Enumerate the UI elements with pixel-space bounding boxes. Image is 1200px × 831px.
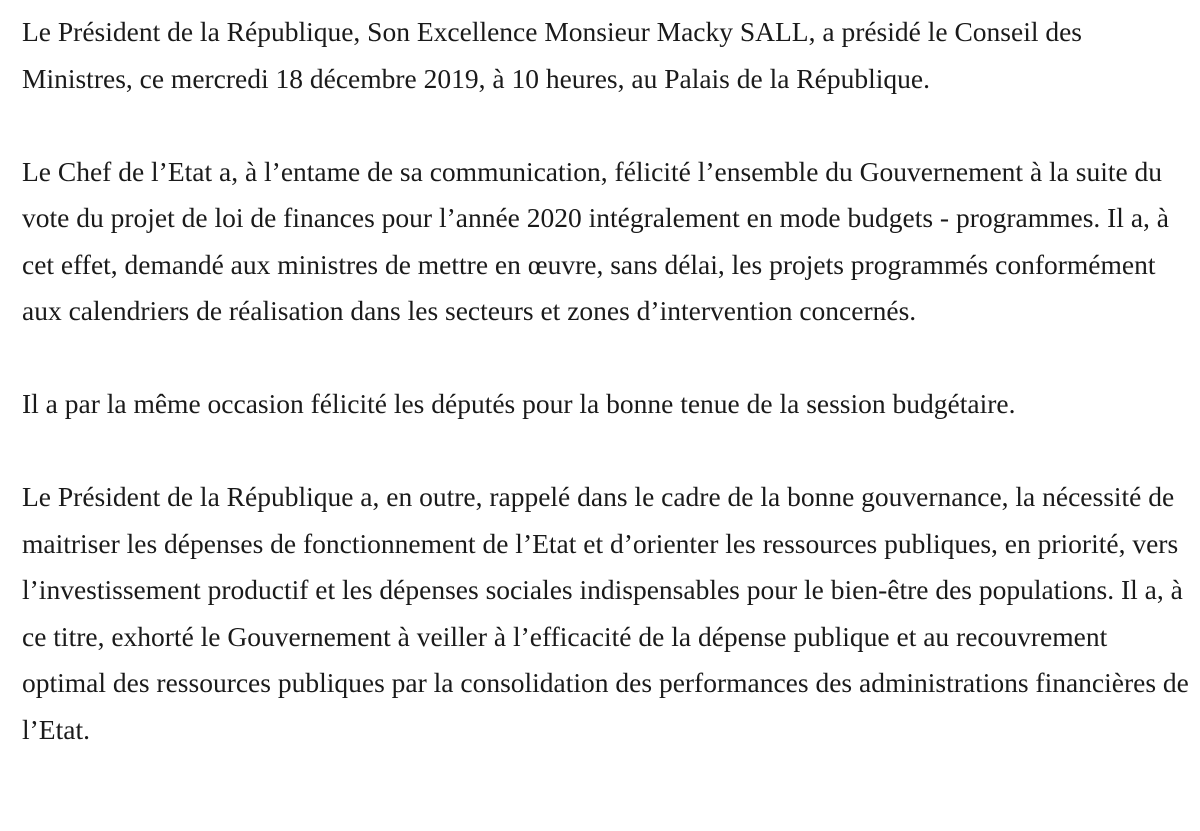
paragraph-loi-de-finances: Le Chef de l’Etat a, à l’entame de sa communication, félicité l’ensemble du Gouvernement à la suite du vote du projet de loi de finances pour l’année 2020 intégralement en mode budgets - programmes. Il a, à cet effet, demandé aux ministres de mettre en œuvre, sans délai, les projets programmés conformément aux calendriers de réalisation dans les secteurs et zones d’intervention concernés. (22, 155, 1169, 326)
paragraph-conseil-des-ministres: Le Président de la République, Son Excellence Monsieur Macky SALL, a présidé le Conseil des Ministres, ce mercredi 18 décembre 2019, à 10 heures, au Palais de la République. (22, 16, 1083, 94)
paragraph-bonne-gouvernance: Le Président de la République a, en outre, rappelé dans le cadre de la bonne gouvernance, la nécessité de maitriser les dépenses de fonctionnement de l’Etat et d’orienter les ressources publiques, en priorité, vers l’investissement productif et les dépenses sociales indispensables pour le bien-être des populations. Il a, à ce titre, exhorté le Gouvernement à veiller à l’efficacité de la dépense publique et au recouvrement optimal des ressources publiques par la consolidation des performances des administrations financières de l’Etat. (22, 481, 1189, 745)
paragraph-felicitations-deputes: Il a par la même occasion félicité les députés pour la bonne tenue de la session budgétaire. (22, 388, 1016, 419)
